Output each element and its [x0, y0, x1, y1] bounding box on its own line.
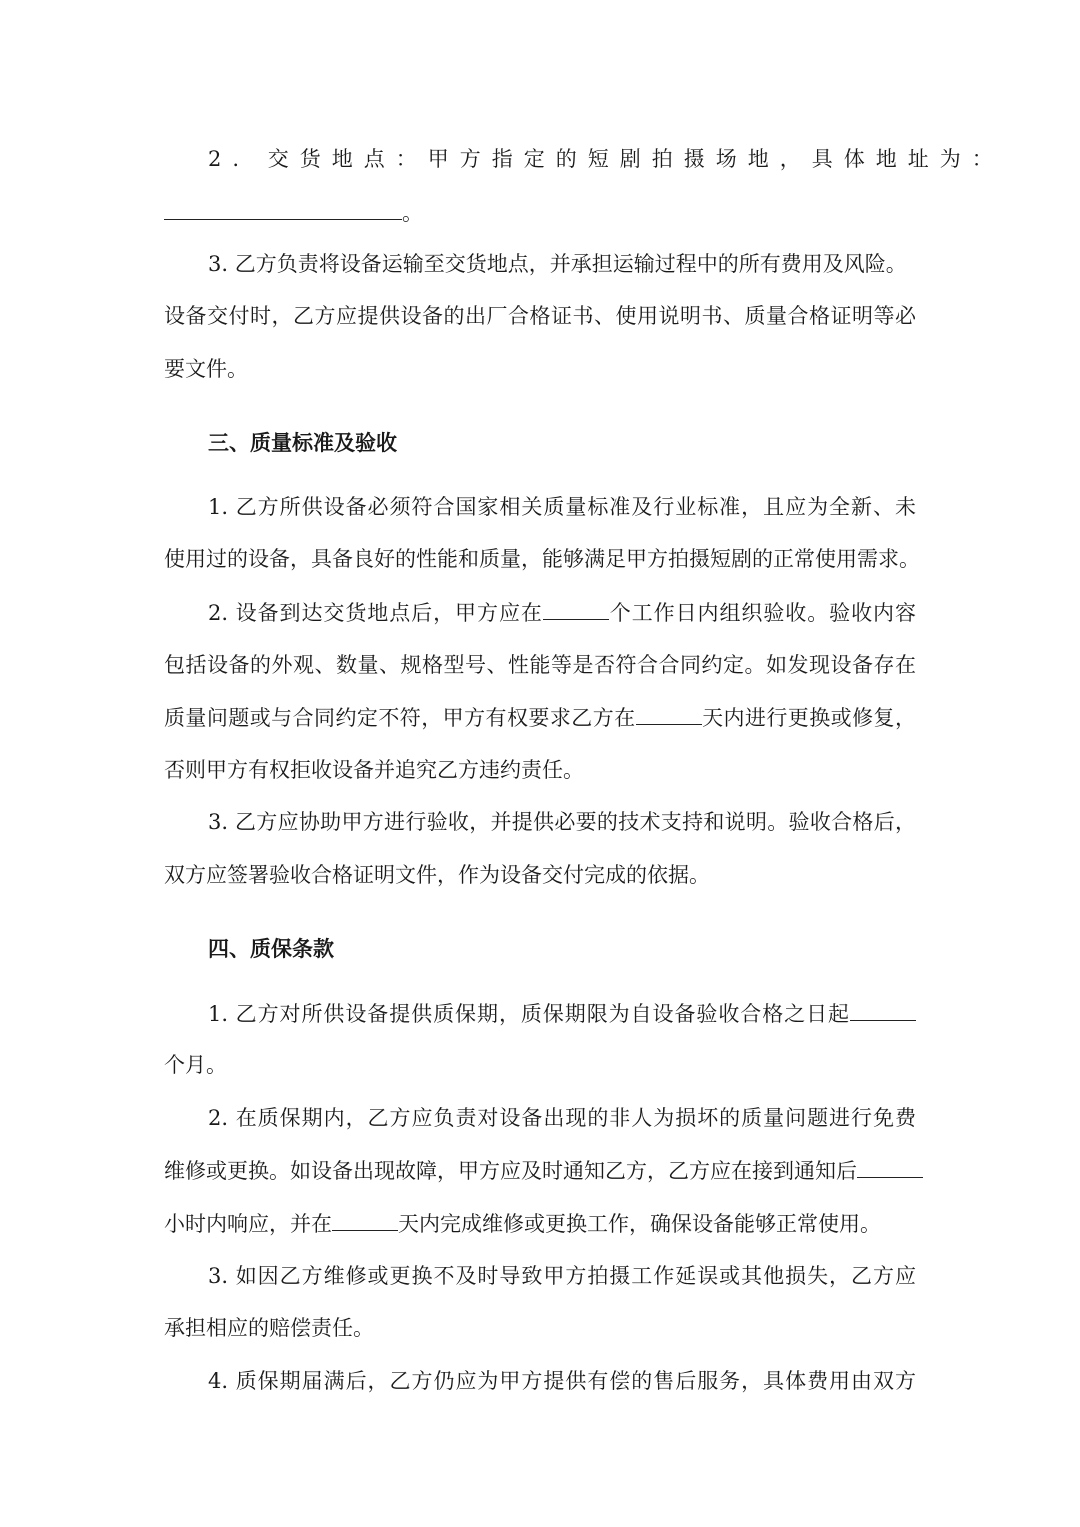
delivery-item-3-cont: 设备交付时，乙方应提供设备的出厂合格证书、使用说明书、质量合格证明等必	[164, 304, 916, 328]
warranty-item-2-end	[164, 1208, 916, 1239]
quality-item-2-cont2	[164, 702, 916, 733]
warranty-item-3-cont: 承担相应的赔偿责任。	[164, 1316, 374, 1340]
delivery-item-3: 3. 乙方负责将设备运输至交货地点，并承担运输过程中的所有费用及风险。	[208, 252, 907, 276]
text-segment: 维修或更换。如设备出现故障，甲方应及时通知乙方，乙方应在接到通知后	[164, 1159, 857, 1183]
delivery-address-blank-line	[164, 197, 916, 228]
quality-item-3: 3. 乙方应协助甲方进行验收，并提供必要的技术支持和说明。验收合格后，	[208, 810, 916, 834]
delivery-item-2: 2. 交货地点：甲方指定的短剧拍摄场地，具体地址为：	[208, 147, 1004, 171]
warranty-item-2-cont	[164, 1155, 916, 1186]
warranty-item-1	[208, 998, 916, 1029]
quality-item-1-cont: 使用过的设备，具备良好的性能和质量，能够满足甲方拍摄短剧的正常使用需求。	[164, 547, 920, 571]
section-heading-warranty: 四、质保条款	[208, 937, 334, 961]
blank-field	[850, 998, 916, 1021]
blank-field	[543, 597, 609, 620]
quality-item-2-end: 否则甲方有权拒收设备并追究乙方违约责任。	[164, 758, 584, 782]
section-heading-quality: 三、质量标准及验收	[208, 431, 397, 455]
delivery-item-3-end: 要文件。	[164, 357, 248, 381]
blank-field	[636, 702, 702, 725]
text-segment: 天内完成维修或更换工作，确保设备能够正常使用。	[398, 1212, 881, 1236]
warranty-item-2: 2. 在质保期内，乙方应负责对设备出现的非人为损坏的质量问题进行免费	[208, 1106, 916, 1130]
text-segment: 天内进行更换或修复，	[701, 706, 916, 730]
quality-item-2-cont: 包括设备的外观、数量、规格型号、性能等是否符合合同约定。如发现设备存在	[164, 653, 916, 677]
quality-item-2	[208, 597, 916, 628]
text-segment: 2. 设备到达交货地点后，甲方应在	[208, 601, 543, 625]
blank-field	[857, 1155, 923, 1178]
quality-item-1: 1. 乙方所供设备必须符合国家相关质量标准及行业标准，且应为全新、未	[208, 495, 916, 519]
warranty-item-3: 3. 如因乙方维修或更换不及时导致甲方拍摄工作延误或其他损失，乙方应	[208, 1264, 916, 1288]
text-segment: 小时内响应，并在	[164, 1212, 332, 1236]
text-segment: 质量问题或与合同约定不符，甲方有权要求乙方在	[164, 706, 636, 730]
punctuation: 。	[402, 201, 423, 225]
quality-item-3-cont: 双方应签署验收合格证明文件，作为设备交付完成的依据。	[164, 863, 710, 887]
warranty-item-1-cont: 个月。	[164, 1053, 227, 1077]
warranty-item-4: 4. 质保期届满后，乙方仍应为甲方提供有偿的售后服务，具体费用由双方	[208, 1369, 916, 1393]
text-segment: 1. 乙方对所供设备提供质保期，质保期限为自设备验收合格之日起	[208, 1002, 850, 1026]
text-segment: 个工作日内组织验收。验收内容	[608, 601, 916, 625]
blank-field	[332, 1208, 398, 1231]
blank-field	[164, 197, 402, 220]
